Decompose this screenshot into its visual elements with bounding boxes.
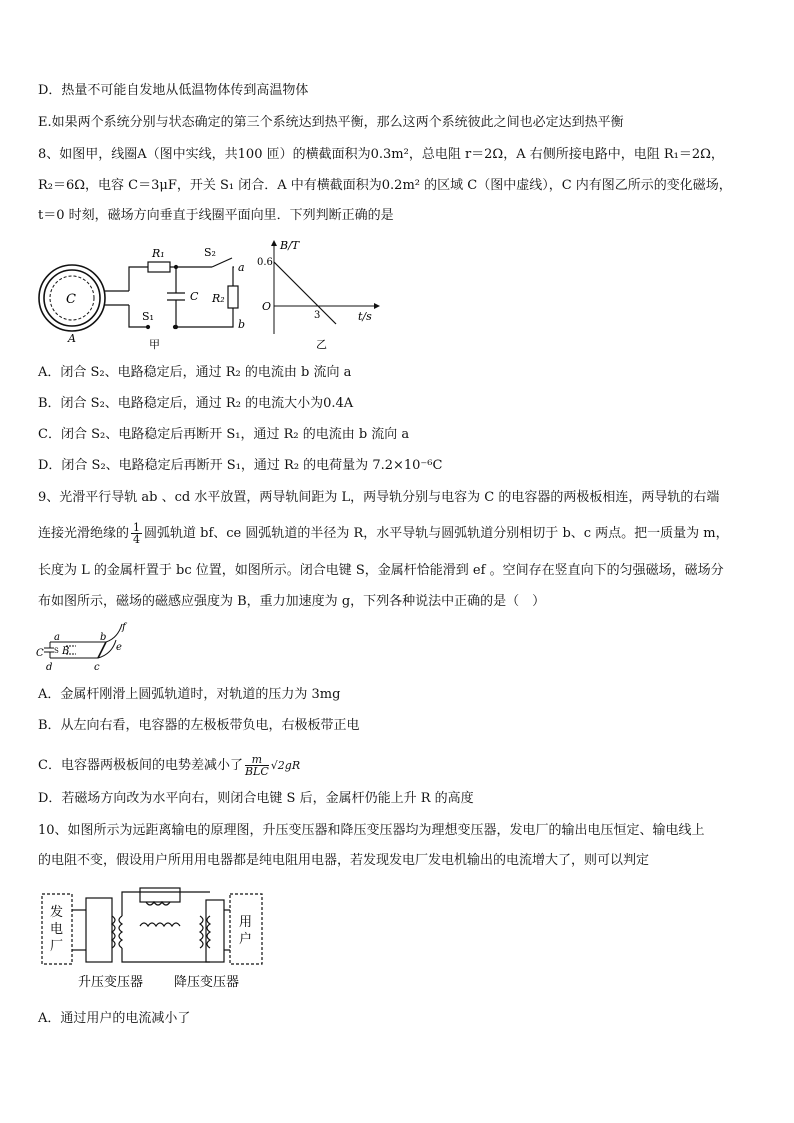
coil-a-diagram: [39, 265, 129, 345]
y-tick-0-6: 0.6: [257, 257, 273, 268]
terminal-b-label: b: [238, 318, 246, 331]
y-axis-label: B/T: [280, 239, 300, 252]
q7-option-e: E.如果两个系统分别与状态确定的第三个系统达到热平衡，那么这两个系统彼此之间也必定达到热平衡: [38, 115, 624, 130]
q9-stem-line3: 长度为 L 的金属杆置于 bc 位置，如图所示。闭合电键 S，金属杆恰能滑到 ef 。空间存在竖直向下的匀强磁场，磁场分: [38, 563, 724, 578]
switch-s-label: S: [54, 647, 59, 655]
point-c-label: c: [94, 662, 100, 673]
x-tick-3: 3: [314, 310, 321, 321]
step-up-transformer-label: 升压变压器: [78, 975, 144, 990]
coil-a-label: A: [68, 332, 76, 345]
r2-label: R₂: [212, 292, 225, 305]
q8-option-b: B．闭合 S₂、电路稳定后，通过 R₂ 的电流大小为0.4A: [38, 396, 354, 411]
q8-option-c: C．闭合 S₂、电路稳定后再断开 S₁，通过 R₂ 的电流由 b 流向 a: [38, 427, 410, 442]
q10-option-a: A．通过用户的电流减小了: [38, 1011, 191, 1026]
region-c-label: C: [66, 292, 76, 307]
s1-label: S₁: [142, 310, 154, 323]
point-f-label: f: [122, 622, 126, 633]
q9-stem-line2-end: 圆弧轨道 bf、ce 圆弧轨道的半径为 R，水平导轨与圆弧轨道分别相切于 b、c 两点。把一质量为 m，: [144, 526, 729, 541]
q9-stem-line2: [38, 522, 729, 545]
q8-stem-line2: R₂＝6Ω，电容 C＝3μF，开关 S₁ 闭合．A 中有横截面积为0.2m² 的区域 C（图中虚线），C 内有图乙所示的变化磁场，: [38, 178, 732, 193]
figure-jia-label: 甲: [149, 338, 160, 351]
user-label-2: 户: [239, 932, 253, 947]
user-label-1: 用: [239, 915, 253, 930]
point-a-label: a: [54, 632, 60, 643]
r1-label: R₁: [152, 247, 165, 260]
b-t-graph: [257, 239, 380, 351]
q9-option-c-text: C．电容器两极板间的电势差减小了: [38, 758, 243, 773]
q8-figure: [36, 238, 386, 356]
terminal-a-label: a: [238, 261, 245, 274]
q7-option-d: D．热量不可能自发地从低温物体传到高温物体: [38, 83, 309, 98]
q9-option-d: D．若磁场方向改为水平向右，则闭合电键 S 后，金属杆仍能上升 R 的高度: [38, 791, 474, 806]
q8-option-a: A．闭合 S₂、电路稳定后，通过 R₂ 的电流由 b 流向 a: [38, 365, 352, 380]
sqrt-2gr: √2gR: [270, 759, 301, 772]
step-down-transformer-label: 降压变压器: [174, 975, 240, 990]
q9-option-c: [38, 754, 300, 777]
point-d-label: d: [46, 662, 53, 673]
quarter-fraction: $\frac{1}{4}$: [133, 521, 141, 546]
q8-stem-line3: t＝0 时刻，磁场方向垂直于线圈平面向里．下列判断正确的是: [38, 208, 394, 223]
q10-transmission-figure: [40, 886, 280, 994]
capacitor-c-label: C: [36, 648, 44, 659]
capacitor-label: C: [190, 290, 199, 303]
q9-option-b: B．从左向右看，电容器的左极板带负电，右极板带正电: [38, 718, 360, 733]
q8-option-d: D．闭合 S₂、电路稳定后再断开 S₁，通过 R₂ 的电荷量为 7.2×10⁻⁶C: [38, 458, 443, 473]
x-axis-label: t/s: [358, 310, 372, 323]
plant-label-2: 电: [50, 922, 64, 937]
q9-option-a: A．金属杆刚滑上圆弧轨道时，对轨道的压力为 3mg: [38, 687, 341, 702]
q10-stem-line1: 10、如图所示为远距离输电的原理图，升压变压器和降压变压器均为理想变压器，发电厂的输出电压恒定、输电线上: [38, 823, 705, 838]
q8-stem-line1: 8、如图甲，线圈A（图中实线，共100 匝）的横截面积为0.3m²，总电阻 r＝2Ω，A 右侧所接电路中，电阻 R₁＝2Ω，: [38, 147, 724, 162]
q9-figure: [36, 620, 146, 676]
s2-label: S₂: [204, 246, 216, 259]
field-b-label: B: [62, 646, 70, 657]
q9-stem-line2-start: 连接光滑绝缘的: [38, 526, 130, 541]
plant-label-1: 发: [50, 905, 64, 920]
origin-label: O: [262, 300, 272, 313]
q10-stem-line2: 的电阻不变，假设用户所用用电器都是纯电阻用电器，若发现发电厂发电机输出的电流增大了，则可以判定: [38, 853, 650, 868]
point-e-label: e: [116, 642, 122, 653]
figure-yi-label: 乙: [316, 338, 327, 351]
m-over-blc-fraction: $\frac{m}{\text{BLC}}$: [244, 753, 269, 778]
point-b-label: b: [100, 632, 107, 643]
q9-stem-line1: 9、光滑平行导轨 ab 、cd 水平放置，两导轨间距为 L，两导轨分别与电容为 C 的电容器的两极板相连，两导轨的右端: [38, 490, 720, 505]
q9-stem-line4: 布如图所示，磁场的磁感应强度为 B，重力加速度为 g，下列各种说法中正确的是（ ）: [38, 594, 546, 609]
plant-label-3: 厂: [50, 939, 64, 954]
